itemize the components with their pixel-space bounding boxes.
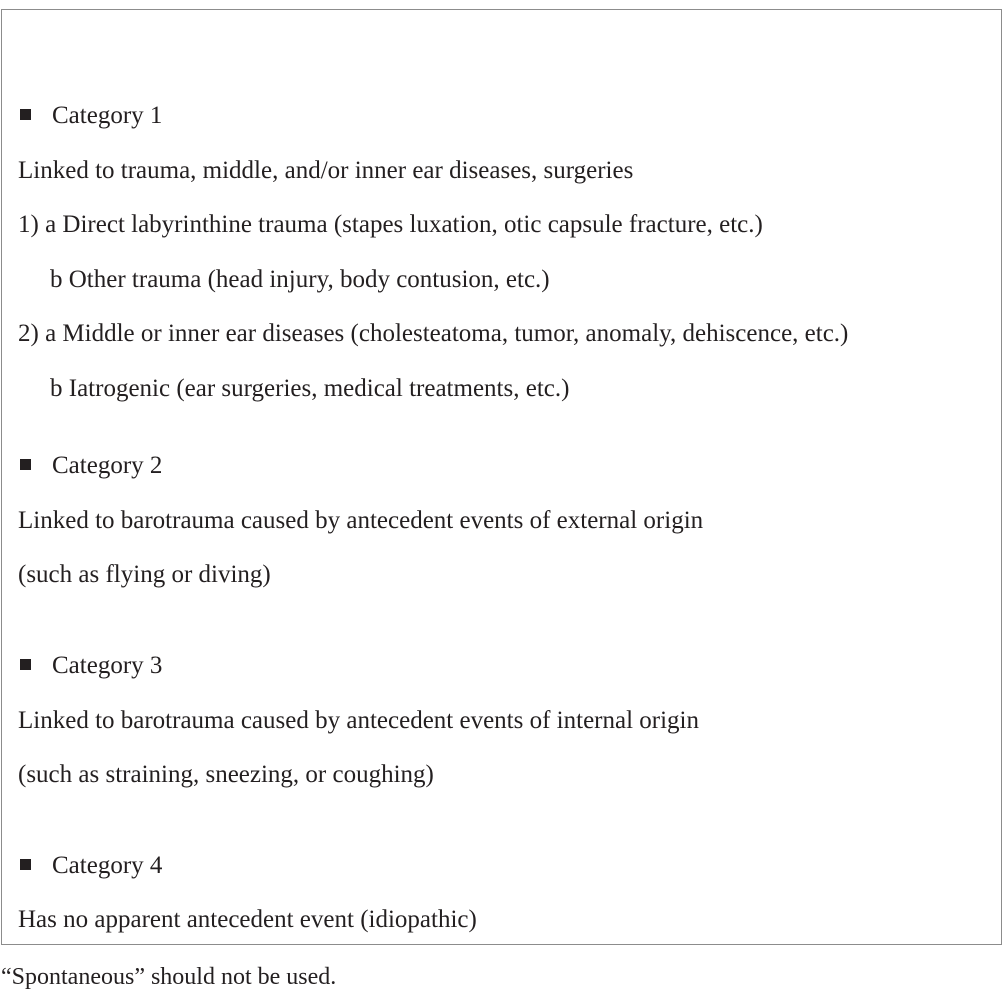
square-bullet-icon bbox=[20, 109, 31, 120]
category-1-description: Linked to trauma, middle, and/or inner ear diseases, surgeries bbox=[18, 157, 634, 184]
category-2-description: Linked to barotrauma caused by antecedent events of external origin bbox=[18, 507, 704, 534]
square-bullet-icon bbox=[20, 659, 31, 670]
category-3-example: (such as straining, sneezing, or coughing) bbox=[18, 761, 434, 788]
table-footnote: “Spontaneous” should not be used. bbox=[1, 964, 337, 990]
category-1-item-1a: 1) a Direct labyrinthine trauma (stapes luxation, otic capsule fracture, etc.) bbox=[18, 211, 763, 238]
category-2-heading bbox=[20, 451, 162, 481]
category-1-heading bbox=[20, 101, 162, 131]
category-1-item-2b: b Iatrogenic (ear surgeries, medical treatments, etc.) bbox=[50, 375, 570, 402]
category-4-description: Has no apparent antecedent event (idiopathic) bbox=[18, 906, 477, 933]
category-2-example: (such as flying or diving) bbox=[18, 561, 271, 588]
category-3-heading bbox=[20, 651, 162, 681]
category-1-title: Category 1 bbox=[52, 102, 163, 129]
square-bullet-icon bbox=[20, 859, 31, 870]
category-4-heading bbox=[20, 851, 162, 881]
category-3-description: Linked to barotrauma caused by antecedent events of internal origin bbox=[18, 707, 699, 734]
category-2-title: Category 2 bbox=[52, 452, 163, 479]
category-1-item-2a: 2) a Middle or inner ear diseases (cholesteatoma, tumor, anomaly, dehiscence, etc.) bbox=[18, 320, 849, 347]
square-bullet-icon bbox=[20, 459, 31, 470]
category-4-title: Category 4 bbox=[52, 852, 163, 879]
classification-table bbox=[1, 9, 1002, 945]
category-3-title: Category 3 bbox=[52, 652, 163, 679]
category-1-item-1b: b Other trauma (head injury, body contusion, etc.) bbox=[50, 266, 550, 293]
